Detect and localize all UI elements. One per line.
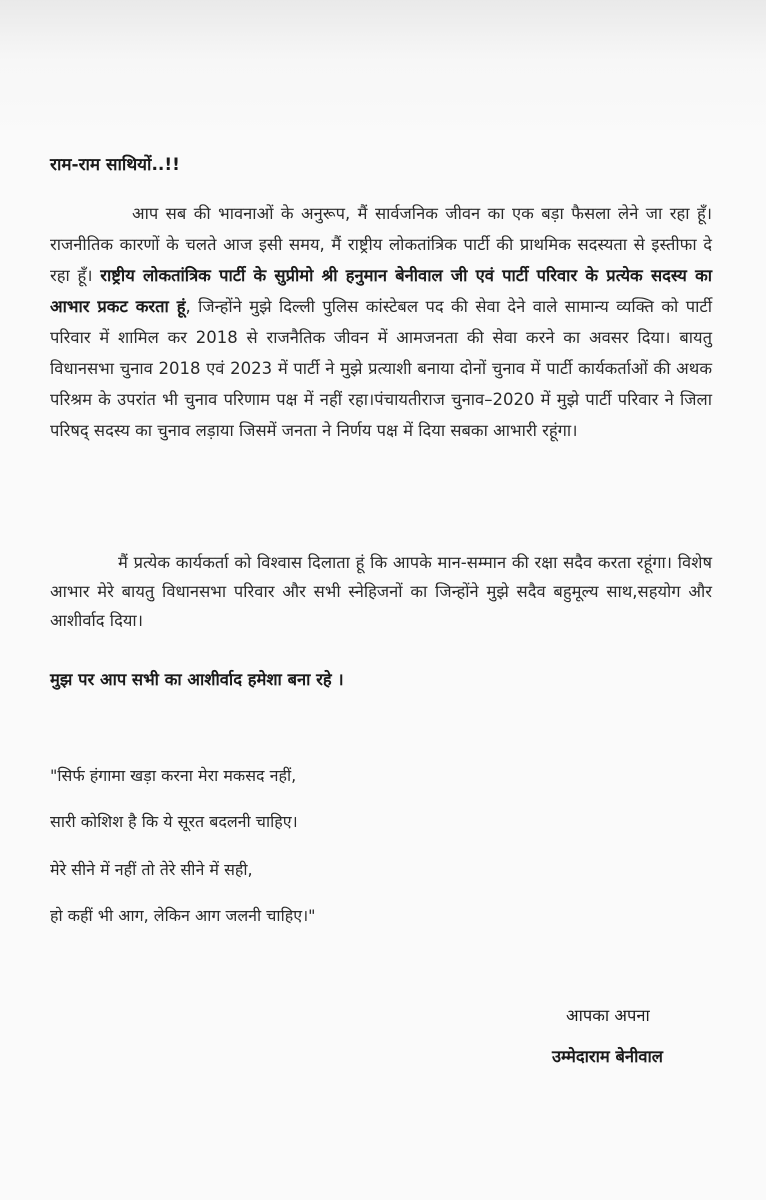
paragraph-bold-thanks: राष्ट्रीय लोकतांत्रिक पार्टी के सुप्रीमो श्री हनुमान बेनीवाल जी एवं पार्टी परिवार के प्रत्येक सदस्य का आभार प्रकट करता हूं [50, 266, 713, 316]
paragraph-assurance [50, 548, 712, 635]
blessing-line: मुझ पर आप सभी का आशीर्वाद हमेशा बना रहे । [50, 670, 344, 689]
paragraph-text: , जिन्होंने मुझे दिल्ली पुलिस कांस्टेबल पद की सेवा देने वाले सामान्य व्यक्ति को पार्टी परिवार में शामिल कर 2018 से राजनैतिक जीवन में आमजनता की सेवा करने का अवसर दिया। बायतु विधानसभा चुनाव 2018 एवं 2023 में पार्टी ने मुझे प्रत्याशी बनाया दोनों चुनाव में पार्टी कार्यकर्ताओं की अथक परिश्रम के उपरांत भी चुनाव परिणाम पक्ष में नहीं रहा।पंचायतीराज चुनाव–2020 में मुझे पार्टी परिवार ने जिला परिषद् सदस्य का चुनाव लड़ाया जिसमें जनता ने निर्णय पक्ष में दिया सबका आभारी रहूंगा। [50, 297, 712, 440]
paragraph-text: मैं प्रत्येक कार्यकर्ता को विश्वास दिलाता हूं कि आपके मान-सम्मान की रक्षा सदैव करता रहूंगा। विशेष आभार मेरे बायतु विधानसभा परिवार और सभी स्नेहिजनों का जिन्होंने मुझे सदैव बहुमूल्य साथ,सहयोग और आशीर्वाद दिया। [50, 553, 712, 630]
greeting: राम-राम साथियों..!! [50, 155, 180, 175]
paragraph-text: आप सब की भावनाओं के अनुरूप, मैं सार्वजनिक जीवन का एक बड़ा फैसला लेने जा रहा हूँ। राजनीतिक कारणों के चलते आज इसी समय, मैं राष्ट्रीय लोकतांत्रिक पार्टी की प्राथमिक सदस्यता से इस्तीफा दे रहा हूँ। [50, 204, 712, 285]
signature-name: उम्मेदाराम बेनीवाल [552, 1047, 663, 1066]
couplet-line: "सिर्फ हंगामा खड़ा करना मेरा मकसद नहीं, [50, 766, 297, 785]
paragraph-resignation [50, 198, 712, 446]
couplet-line: हो कहीं भी आग, लेकिन आग जलनी चाहिए।" [50, 906, 316, 925]
sign-off: आपका अपना [566, 1006, 650, 1025]
couplet-line: मेरे सीने में नहीं तो तेरे सीने में सही, [50, 860, 253, 879]
couplet-line: सारी कोशिश है कि ये सूरत बदलनी चाहिए। [50, 812, 298, 831]
